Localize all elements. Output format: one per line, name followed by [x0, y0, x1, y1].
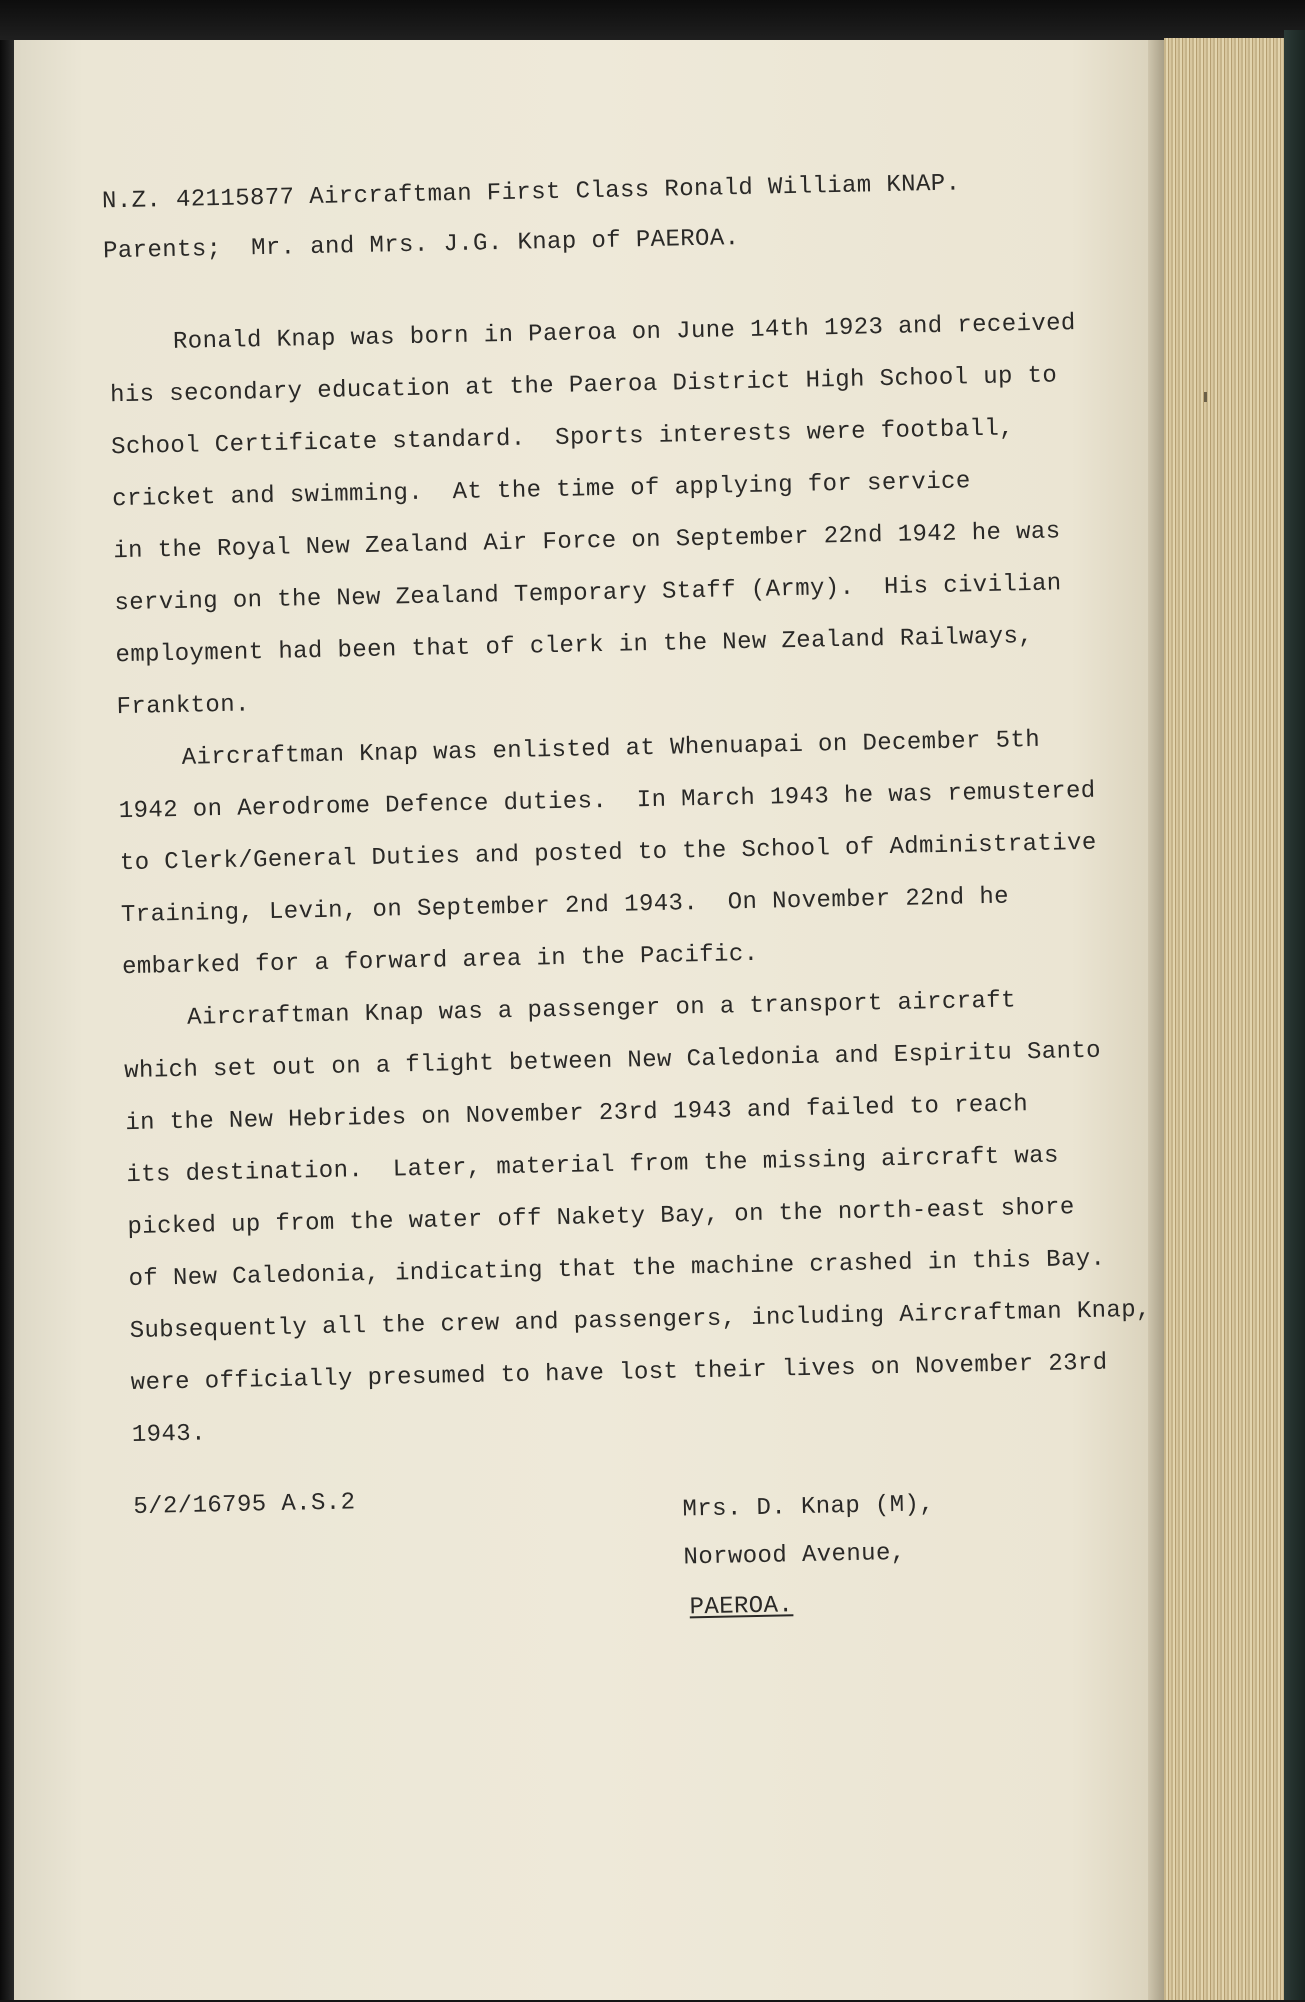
paragraph-line: serving on the New Zealand Temporary Staff (Army). His civilian — [114, 570, 1062, 618]
paragraph-line: in the New Hebrides on November 23rd 1943 and failed to reach — [125, 1091, 1029, 1138]
paragraph-line: to Clerk/General Duties and posted to the School of Administrative — [119, 829, 1097, 878]
address-name: Mrs. D. Knap (M), — [682, 1491, 935, 1524]
paragraph-line: employment had been that of clerk in the New Zealand Railways, — [115, 622, 1034, 670]
paragraph-line: picked up from the water off Nakety Bay, on the north-east shore — [127, 1194, 1075, 1242]
paragraph-line: which set out on a flight between New Caledonia and Espiritu Santo — [123, 1037, 1102, 1086]
paragraph-line: embarked for a forward area in the Pacific. — [121, 940, 759, 982]
paragraph-line: 1942 on Aerodrome Defence duties. In March 1943 he was remustered — [118, 777, 1096, 826]
paragraph-line: his secondary education at the Paeroa District High School up to — [109, 362, 1058, 410]
paragraph-line: Frankton. — [116, 691, 251, 722]
paragraph-line: Training, Levin, on September 2nd 1943. On November 22nd he — [120, 883, 1010, 930]
file-reference: 5/2/16795 A.S.2 — [133, 1489, 356, 1522]
paragraph-line: Ronald Knap was born in Paeroa on June 14th 1923 and received — [172, 310, 1077, 356]
parents-line: Parents; Mr. and Mrs. J.G. Knap of PAEROA. — [102, 225, 740, 266]
paragraph-line: were officially presumed to have lost their lives on November 23rd — [130, 1349, 1108, 1398]
paragraph-line: cricket and swimming. At the time of applying for service — [111, 468, 971, 514]
paragraph-line: Aircraftman Knap was a passenger on a transport aircraft — [186, 987, 1017, 1032]
paragraph-line: its destination. Later, material from the missing aircraft was — [126, 1142, 1060, 1190]
paragraph-line: Subsequently all the crew and passengers, including Aircraftman Knap, — [129, 1296, 1152, 1346]
paragraph-line: Aircraftman Knap was enlisted at Whenuapai on December 5th — [181, 726, 1041, 772]
address-town: PAEROA. — [689, 1592, 794, 1622]
paragraph-line: in the Royal New Zealand Air Force on September 22nd 1942 he was — [113, 518, 1061, 566]
paragraph-line: School Certificate standard. Sports interests were football, — [110, 415, 1015, 462]
address-street: Norwood Avenue, — [683, 1539, 906, 1572]
paragraph-line: 1943. — [131, 1420, 207, 1450]
service-number-line: N.Z. 42115877 Aircraftman First Class Ronald William KNAP. — [101, 170, 961, 216]
paragraph-line: of New Caledonia, indicating that the machine crashed in this Bay. — [128, 1245, 1106, 1294]
